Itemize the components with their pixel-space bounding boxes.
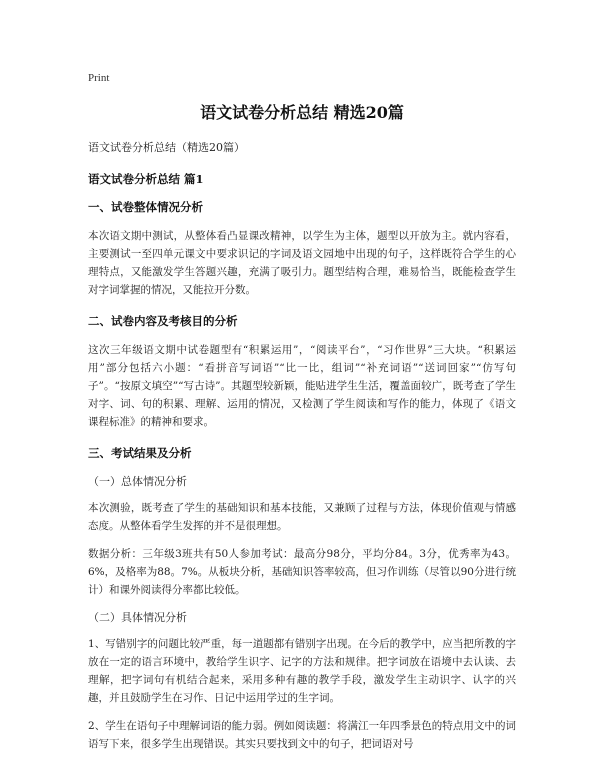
section-3-sub-2-paragraph-2: 2、学生在语句子中理解词语的能力弱。例如阅读题：将满江一年四季景色的特点用文中的词语写下来，很多学生出现错误。其实只要找到文中的句子，把词语对号	[88, 720, 516, 750]
article-heading: 语文试卷分析总结 篇1	[88, 172, 204, 186]
section-1-paragraph: 本次语文期中测试，从整体看凸显课改精神，以学生为主体，题型以开放为主。就内容看，主要测试一至四单元课文中要求识记的字词及语文园地中出现的句子，这样既符合学生的心理特点，又能激发学生答题兴趣，充满了吸引力。题型结构合理，难易恰当，既能检查学生对字词掌握的情况，又能拉开分数。	[88, 230, 516, 296]
section-1-heading: 一、试卷整体情况分析	[88, 200, 203, 214]
document-content	[88, 100, 516, 763]
section-3-sub-1-paragraph-1: 本次测验，既考查了学生的基础知识和基本技能，又兼顾了过程与方法，体现价值观与情感态度。从整体看学生发挥的并不是很理想。	[88, 502, 516, 532]
print-link[interactable]: Print	[88, 72, 110, 84]
section-2-paragraph: 这次三年级语文期中试卷题型有“积累运用”，“阅读平台”，“习作世界”三大块。“积累运用”部分包括六小题：“看拼音写词语”“比一比，组词”“补充词语”“送词回家”“仿写句子”。“按原文填空”“写古诗”。其题型较新颖，能贴进学生生活，覆盖面较广，既考查了学生对字、词、句的积累、理解、运用的情况，又检测了学生阅读和写作的能力，体现了《语文课程标准》的精神和要求。	[88, 344, 516, 428]
document-subtitle: 语文试卷分析总结（精选20篇）	[88, 141, 245, 154]
section-3-sub-1-heading: （一）总体情况分析	[88, 475, 187, 488]
page-title: 语文试卷分析总结 精选20篇	[200, 103, 404, 122]
section-3-sub-1-paragraph-2: 数据分析：三年级3班共有50人参加考试：最高分98分，平均分84。3分，优秀率为43。6%，及格率为88。7%。从板块分析，基础知识答率较高，但习作训练（尽管以90分进行统计）和课外阅读得分率都比较低。	[88, 548, 516, 596]
section-3-heading: 三、考试结果及分析	[88, 446, 192, 460]
section-3-sub-2-paragraph-1: 1、写错别字的问题比较严重，每一道题都有错别字出现。在今后的教学中，应当把所教的字放在一定的语言环境中，教给学生识字、记字的方法和规律。把字词放在语境中去认读、去理解，把字词句有机结合起来，采用多种有趣的教学手段，激发学生主动识字、认字的兴趣，并且鼓励学生在习作、日记中运用学过的生字词。	[88, 638, 516, 704]
section-3-sub-2-heading: （二）具体情况分析	[88, 611, 187, 624]
section-2-heading: 二、试卷内容及考核目的分析	[88, 314, 238, 328]
